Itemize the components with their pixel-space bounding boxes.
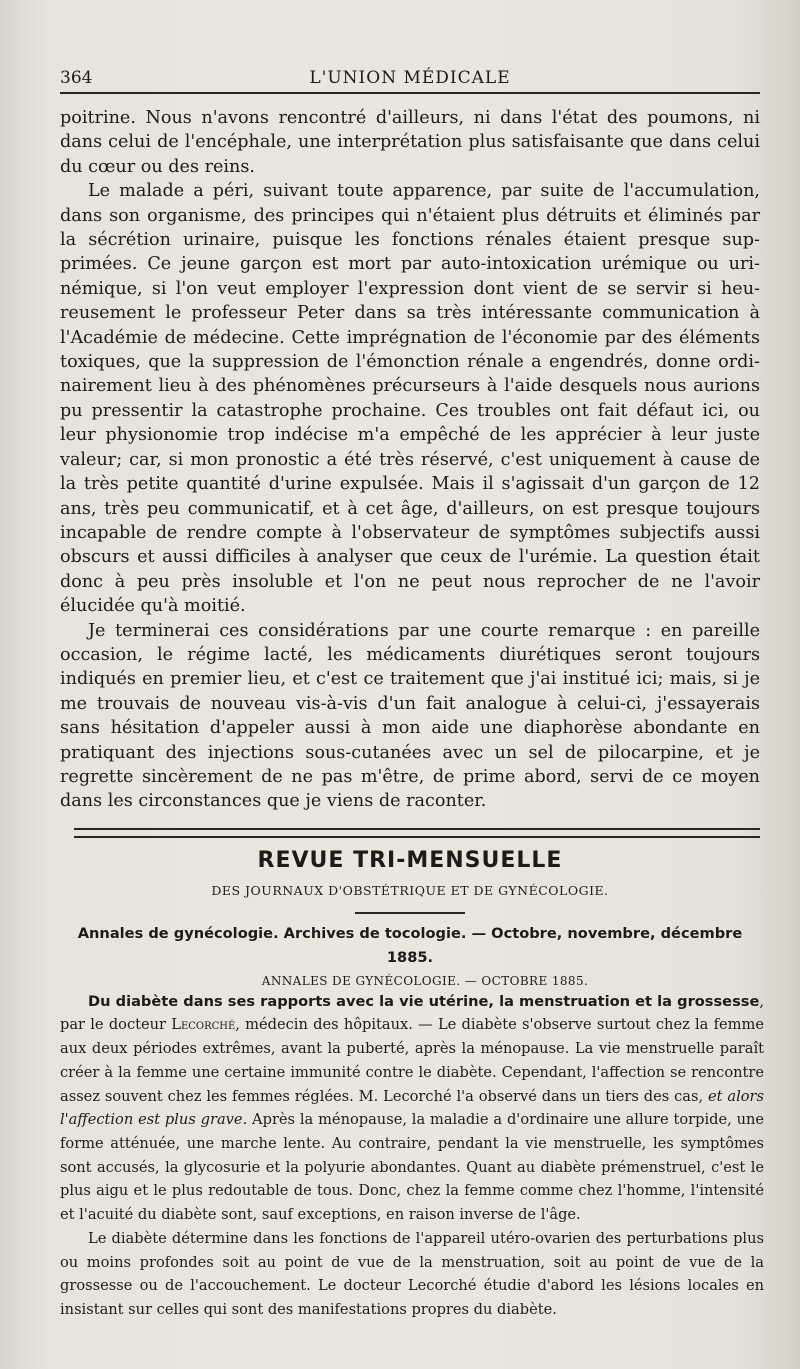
- article-title: Du diabète dans ses rapports avec la vie utérine, la menstruation et la grossesse: [88, 992, 760, 1010]
- section-subtitle: DES JOURNAUX D'OBSTÉTRIQUE ET DE GYNÉCOLOGIE.: [211, 882, 609, 898]
- short-divider: [355, 912, 465, 914]
- page-number: 364: [60, 68, 93, 88]
- article-text-2: . Après la ménopause, la maladie a d'ordinaire une allure torpide, une forme atténuée, une marche lente. Au contraire, pendant la vie menstruelle, les symptômes sont accusés, la glycosurie et la polyurie abondantes. Quant au diabète prémenstruel, c'est le plus aigu et le plus redoutable de tous. Donc, chez la femme comme chez l'homme, l'intensité et l'acuité du diabète sont, sauf exceptions, en raison inverse de l'âge.: [60, 1111, 765, 1224]
- author-prefix: , par le docteur: [60, 992, 764, 1034]
- section-divider: [74, 828, 760, 838]
- article-text-1: , médecin des hôpitaux. — Le diabète s'observe surtout chez la femme aux deux périodes extrêmes, avant la puberté, après la ménopause. La vie menstruelle paraît créer à la femme une certaine immunité contre le diabète. Cependant, l'affection se rencontre assez souvent chez les femmes réglées. M. Lecorché l'a observé dans un tiers des cas,: [60, 1016, 764, 1105]
- article-author: Lecorché: [171, 1016, 236, 1034]
- running-header: [60, 62, 760, 94]
- annales-heading: Annales de gynécologie. Archives de tocologie. — Octobre, novembre, décembre 1885.: [77, 924, 743, 966]
- article-paragraph-2: Le diabète détermine dans les fonctions de l'appareil utéro-ovarien des perturbations plus ou moins profondes soit au point de vue de la menstruation, soit au point de vue de la grossesse ou de l'accouchement. Le docteur Lecorché étudie d'abord les lésions locales en insistant sur celles qui sont des manifestations propres du diabète.: [60, 1229, 764, 1318]
- section-title: REVUE TRI-MENSUELLE: [257, 847, 563, 873]
- page-content: [60, 62, 765, 1322]
- article-italic: et alors l'affection est plus grave: [60, 1087, 765, 1129]
- body-paragraph-3: Je terminerai ces considérations par une courte remarque : en pareille occasion, le régime lacté, les médicaments diurétiques seront toujours indiqués en premier lieu, et c'est ce traitement que j'ai institué ici; mais, si je me trouvais de nouveau vis-à-vis d'un fait analogue à celui-ci, j'essayerais sans hésitation d'appeler aussi à mon aide une diaphorèse abondante en pratiquant des injections sous-cutanées avec un sel de pilocarpine, et je regrette sincèrement de ne pas m'être, de prime abord, servi de ce moyen dans les circonstances que je viens de raconter.: [60, 620, 760, 812]
- body-paragraph-2: Le malade a péri, suivant toute apparence, par suite de l'accumulation, dans son organisme, des principes qui n'étaient plus détruits et éliminés par la sécrétion urinaire, puisque les fonctions rénales étaient presque supprimées. Ce jeune garçon est mort par auto-intoxication urémique ou urinémique, si l'on veut employer l'expression dont vient de se servir si heureusement le professeur Peter dans sa très intéressante communication à l'Académie de médecine. Cette imprégnation de l'économie par des éléments toxiques, que la suppression de l'émonction rénale a engendrés, donne ordinairement lieu à des phénomènes précurseurs à l'aide desquels nous aurions pu pressentir la catastrophe prochaine. Ces troubles ont fait défaut ici, ou leur physionomie trop indécise m'a empêché de les apprécier à leur juste valeur; car, si mon pronostic a été très réservé, c'est uniquement à cause de la très petite quantité d'urine expulsée. Mais il s'agissait d'un garçon de 12 ans, très peu communicatif, et à cet âge, d'ailleurs, on est presque toujours incapable de rendre compte à l'observateur de symptômes subjectifs aussi obscurs et aussi difficiles à analyser que ceux de l'urémie. La question était donc à peu près insoluble et l'on ne peut nous reprocher de ne l'avoir élucidée qu'à moitié.: [60, 181, 760, 617]
- journal-title: L'UNION MÉDICALE: [309, 68, 511, 88]
- article-paragraph-1: [60, 990, 764, 1227]
- annales-subheading: ANNALES DE GYNÉCOLOGIE. — OCTOBRE 1885.: [261, 973, 589, 988]
- body-paragraph-1: poitrine. Nous n'avons rencontré d'ailleurs, ni dans l'état des poumons, ni dans celui de l'encéphale, une interprétation plus satisfaisante que dans celui du cœur ou des reins.: [60, 108, 760, 177]
